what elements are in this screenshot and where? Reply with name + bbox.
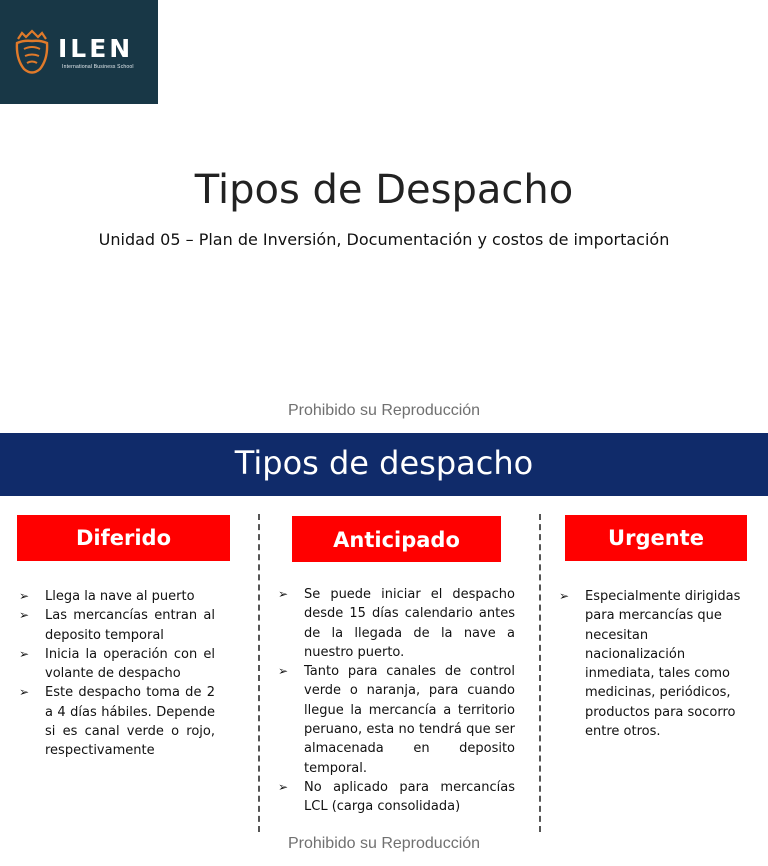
- watermark-text: Prohibido su Reproducción: [287, 835, 481, 852]
- slide-title: Tipos de Despacho: [194, 167, 574, 213]
- list-item: ➢ Especialmente dirigidas para mercancías que necesitan nacionalización inmediata, tales como medicinas, periódicos, productos para socorro entre otros.: [559, 589, 741, 740]
- section-title: Tipos de despacho: [234, 444, 534, 482]
- diferido-list: [17, 587, 215, 761]
- urgente-list: [557, 587, 742, 741]
- column-divider: [258, 514, 260, 832]
- list-item: ➢ Llega la nave al puerto: [17, 587, 215, 606]
- list-item: ➢ Las mercancías entran al deposito temporal: [19, 608, 215, 643]
- arrow-bullet-icon: ➢: [19, 646, 30, 661]
- list-item: ➢ Este despacho toma de 2 a 4 días hábiles. Depende si es canal verde o rojo, respectivamente: [19, 685, 215, 759]
- section-banner: [0, 433, 768, 496]
- column-divider: [539, 514, 541, 832]
- arrow-bullet-icon: ➢: [278, 779, 289, 794]
- category-header-diferido: Diferido: [17, 515, 230, 561]
- lion-crest-icon: [12, 29, 52, 77]
- logo-subtitle: International Business School: [62, 64, 134, 70]
- list-item: ➢ Inicia la operación con el volante de despacho: [19, 646, 215, 682]
- slide-subtitle: Unidad 05 – Plan de Inversión, Documentación y costos de importación: [98, 230, 670, 249]
- ilen-logo: [0, 0, 158, 104]
- anticipado-list: [276, 585, 515, 817]
- arrow-bullet-icon: ➢: [19, 685, 30, 700]
- arrow-bullet-icon: ➢: [559, 589, 570, 603]
- list-item: ➢ Tanto para canales de control verde o naranja, para cuando llegue la mercancía a territorio peruano, esta no tendrá que ser almacenada en deposito temporal.: [278, 664, 515, 776]
- list-item: ➢ Se puede iniciar el despacho desde 15 días calendario antes de la llegada de la nave a nuestro puerto.: [278, 587, 515, 660]
- arrow-bullet-icon: ➢: [278, 587, 289, 601]
- arrow-bullet-icon: ➢: [19, 608, 30, 623]
- category-header-urgente: Urgente: [565, 515, 747, 561]
- arrow-bullet-icon: ➢: [19, 589, 30, 603]
- logo-wordmark: ILEN: [58, 34, 134, 63]
- watermark-text: Prohibido su Reproducción: [287, 402, 481, 419]
- arrow-bullet-icon: ➢: [278, 664, 289, 679]
- list-item: ➢ No aplicado para mercancías LCL (carga consolidada): [278, 779, 515, 815]
- category-header-anticipado: Anticipado: [292, 516, 501, 562]
